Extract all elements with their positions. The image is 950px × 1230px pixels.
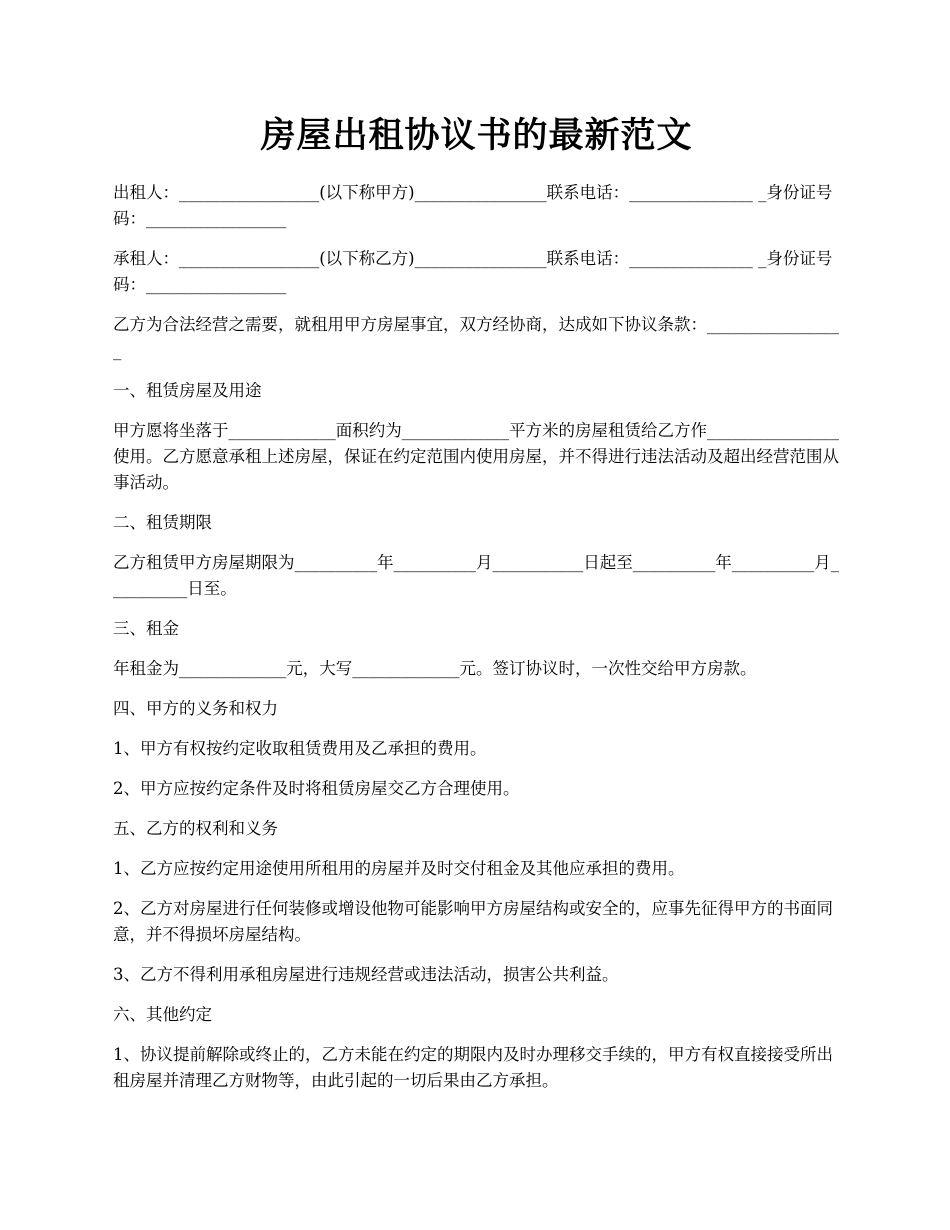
clause-lessee-1: 1、乙方应按约定用途使用所租用的房屋并及时交付租金及其他应承担的费用。 — [113, 859, 685, 878]
clause-rent: 年租金为_____________元，大写_____________元。签订协议时，一次性交给甲方房款。 — [113, 659, 757, 678]
document-title: 房屋出租协议书的最新范文 — [260, 115, 693, 156]
lessor-info: 出租人：_________________(以下称甲方)________________联系电话：_______________ _身份证号码：_________________ — [113, 183, 833, 228]
section-heading-2: 二、租赁期限 — [113, 513, 212, 532]
section-heading-6: 六、其他约定 — [113, 1005, 212, 1024]
clause-lessor-1: 1、甲方有权按约定收取租赁费用及乙承担的费用。 — [113, 739, 487, 758]
clause-term: 乙方租赁甲方房屋期限为__________年__________月___________日起至__________年__________月__________日至。 — [113, 553, 839, 598]
preamble: 乙方为合法经营之需要，就租用甲方房屋事宜，双方经协商，达成如下协议条款：_________________ — [113, 315, 839, 360]
section-heading-5: 五、乙方的权利和义务 — [113, 819, 278, 838]
clause-lessee-3: 3、乙方不得利用承租房屋进行违规经营或违法活动，损害公共利益。 — [113, 965, 619, 984]
section-heading-1: 一、租赁房屋及用途 — [113, 381, 262, 400]
clause-premises: 甲方愿将坐落于_____________面积约为_____________平方米的房屋租赁给乙方作________________使用。乙方愿意承租上述房屋，保证在约定范围内使用房屋，并不得进行违法活动及超出经营范围从事活动。 — [113, 421, 839, 492]
section-heading-4: 四、甲方的义务和权力 — [113, 699, 278, 718]
section-heading-3: 三、租金 — [113, 619, 179, 638]
clause-lessor-2: 2、甲方应按约定条件及时将租赁房屋交乙方合理使用。 — [113, 779, 520, 798]
clause-lessee-2: 2、乙方对房屋进行任何装修或增设他物可能影响甲方房屋结构或安全的，应事先征得甲方的书面同意，并不得损坏房屋结构。 — [113, 899, 833, 944]
document-page — [113, 112, 840, 1108]
clause-other-1: 1、协议提前解除或终止的，乙方未能在约定的期限内及时办理移交手续的，甲方有权直接接受所出租房屋并清理乙方财物等，由此引起的一切后果由乙方承担。 — [113, 1045, 833, 1090]
lessee-info: 承租人：_________________(以下称乙方)________________联系电话：_______________ _身份证号码：_________________ — [113, 249, 833, 294]
